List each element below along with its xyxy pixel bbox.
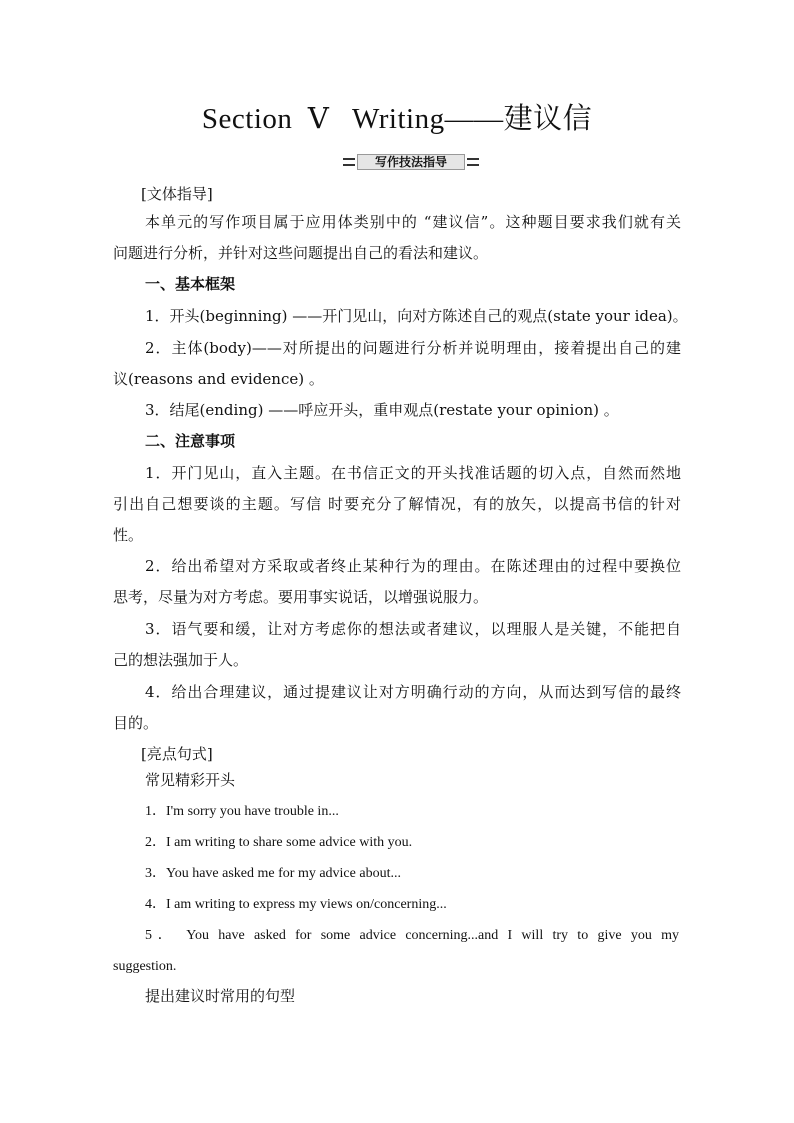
list-item: 2．给出希望对方采取或者终止某种行为的理由。在陈述理由的过程中要换位 xyxy=(145,557,681,575)
list-item: 1．I'm sorry you have trouble in... xyxy=(145,804,339,819)
subheading-suggestion-sentences: 提出建议时常用的句型 xyxy=(145,987,296,1005)
subheading-openings: 常见精彩开头 xyxy=(145,771,236,789)
subheading-notes: 二、注意事项 xyxy=(145,432,236,450)
list-item: 3．You have asked me for my advice about... xyxy=(145,866,401,881)
paragraph-line: 思考，尽量为对方考虑。要用事实说话，以增强说服力。 xyxy=(113,588,489,606)
paragraph-line: suggestion. xyxy=(113,959,177,974)
list-item: 2．主体(body)——对所提出的问题进行分析并说明理由，接着提出自己的建 xyxy=(145,339,681,357)
list-item: 4．给出合理建议，通过提建议让对方明确行动的方向，从而达到写信的最终 xyxy=(145,683,681,701)
list-item: 2．I am writing to share some advice with you. xyxy=(145,835,413,850)
paragraph-line: 性。 xyxy=(113,526,144,544)
list-item: 3．结尾(ending) ——呼应开头，重申观点(restate your opinion) 。 xyxy=(145,401,619,419)
paragraph-line: 目的。 xyxy=(113,714,159,732)
list-item: 4．I am writing to express my views on/concerning... xyxy=(145,897,447,912)
page-title: Section Ⅴ Writing——建议信 xyxy=(201,103,593,135)
list-item: 1．开门见山，直入主题。在书信正文的开头找准话题的切入点，自然而然地 xyxy=(145,464,681,482)
banner-label: 写作技法指导 xyxy=(357,154,465,170)
section-banner xyxy=(343,154,479,170)
list-item: 5． You have asked for some advice concerning...and I will try to give you my xyxy=(145,928,679,943)
banner-left-ornament xyxy=(343,158,355,166)
list-item: 3．语气要和缓，让对方考虑你的想法或者建议，以理服人是关键，不能把自 xyxy=(145,620,681,638)
section-heading-genre: [文体指导] xyxy=(141,185,213,203)
paragraph-line: 己的想法强加于人。 xyxy=(113,651,249,669)
banner-right-ornament xyxy=(467,158,479,166)
paragraph-line: 引出自己想要谈的主题。写信 时要充分了解情况，有的放矢，以提高书信的针对 xyxy=(113,495,681,513)
section-heading-sentences: [亮点句式] xyxy=(141,745,213,763)
paragraph-line: 本单元的写作项目属于应用体类别中的 “建议信”。这种题目要求我们就有关 xyxy=(145,213,681,231)
paragraph-line: 议(reasons and evidence) 。 xyxy=(113,370,324,388)
paragraph-line: 问题进行分析，并针对这些问题提出自己的看法和建议。 xyxy=(113,244,489,262)
subheading-framework: 一、基本框架 xyxy=(145,275,236,293)
list-item: 1．开头(beginning) ——开门见山，向对方陈述自己的观点(state your idea)。 xyxy=(145,307,688,325)
